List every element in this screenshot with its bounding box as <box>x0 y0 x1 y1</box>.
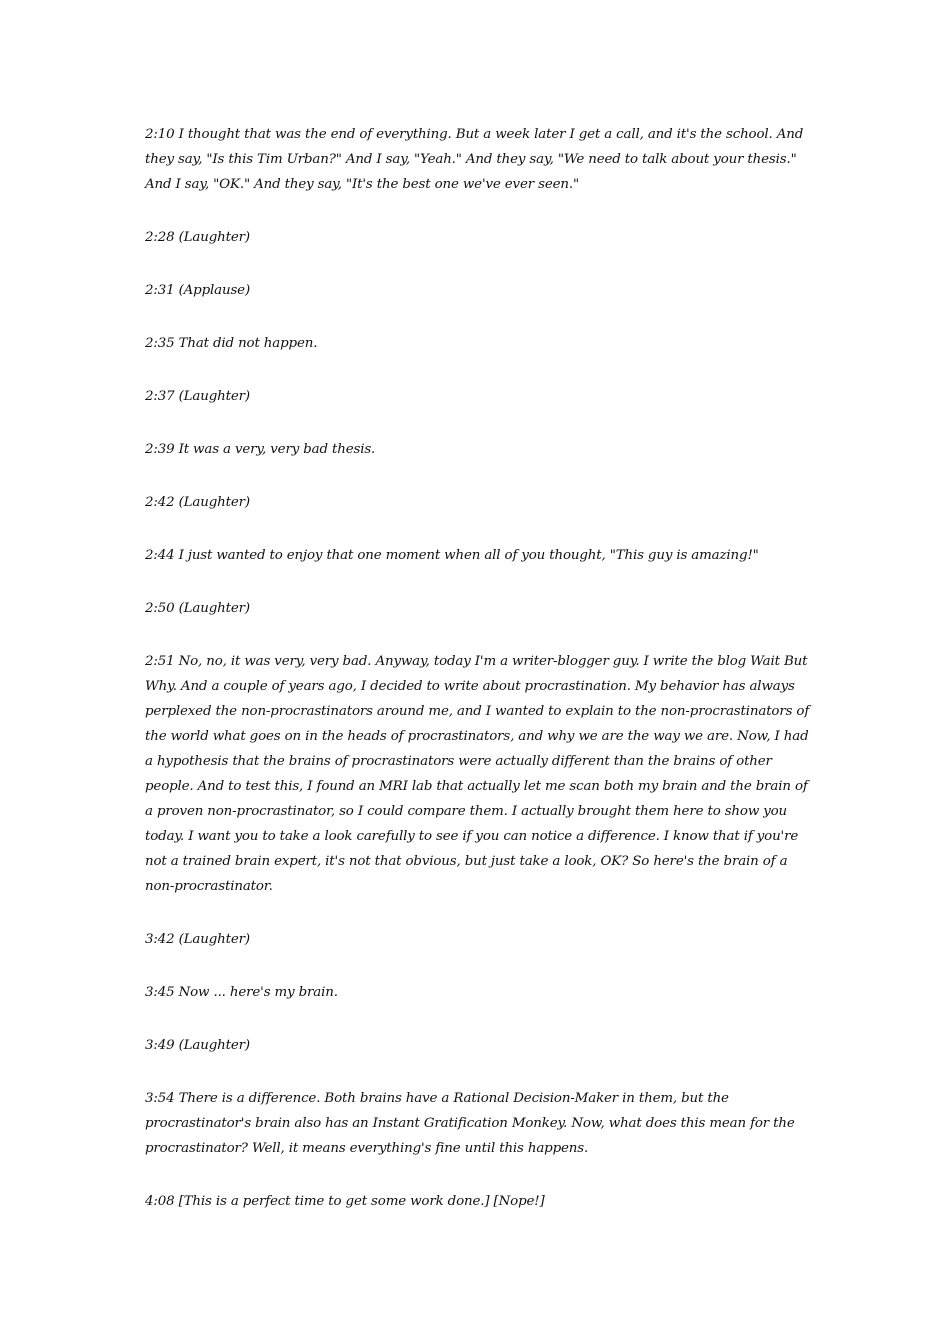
transcript-paragraph: 2:42 (Laughter) <box>145 495 250 510</box>
transcript-paragraph: 2:39 It was a very, very bad thesis. <box>145 442 376 457</box>
transcript-paragraph: 2:35 That did not happen. <box>145 336 318 351</box>
transcript-paragraph: 2:31 (Applause) <box>145 283 251 298</box>
transcript-paragraph: 2:28 (Laughter) <box>145 230 250 245</box>
transcript-paragraph: 2:51 No, no, it was very, very bad. Anyway, today I'm a writer-blogger guy. I write the blog Wait But Why. And a couple of years ago, I decided to write about procrastination. My behavior has always perplexed the non-procrastinators around me, and I wanted to explain to the non-procrastinators of the world what goes on in the heads of procrastinators, and why we are the way we are. Now, I had a hypothesis that the brains of procrastinators were actually different than the brains of other people. And to test this, I found an MRI lab that actually let me scan both my brain and the brain of a proven non-procrastinator, so I could compare them. I actually brought them here to show you today. I want you to take a look carefully to see if you can notice a difference. I know that if you're not a trained brain expert, it's not that obvious, but just take a look, OK? So here's the brain of a non-procrastinator. <box>145 654 810 894</box>
transcript-paragraph: 3:45 Now ... here's my brain. <box>145 985 338 1000</box>
transcript-paragraph: 3:54 There is a difference. Both brains have a Rational Decision-Maker in them, but the procrastinator's brain also has an Instant Gratification Monkey. Now, what does this mean for the procrastinator? Well, it means everything's fine until this happens. <box>145 1091 795 1156</box>
transcript-paragraph: 2:44 I just wanted to enjoy that one moment when all of you thought, "This guy is amazing!" <box>145 548 759 563</box>
transcript-paragraph: 2:10 I thought that was the end of everything. But a week later I get a call, and it's the school. And they say, "Is this Tim Urban?" And I say, "Yeah." And they say, "We need to talk about your thesis." And I say, "OK." And they say, "It's the best one we've ever seen." <box>145 127 804 192</box>
transcript-paragraph: 3:49 (Laughter) <box>145 1038 250 1053</box>
transcript-paragraph: 4:08 [This is a perfect time to get some work done.] [Nope!] <box>145 1194 545 1209</box>
transcript-page <box>145 122 810 1242</box>
transcript-paragraph: 2:37 (Laughter) <box>145 389 250 404</box>
transcript-paragraph: 2:50 (Laughter) <box>145 601 250 616</box>
transcript-paragraph: 3:42 (Laughter) <box>145 932 250 947</box>
